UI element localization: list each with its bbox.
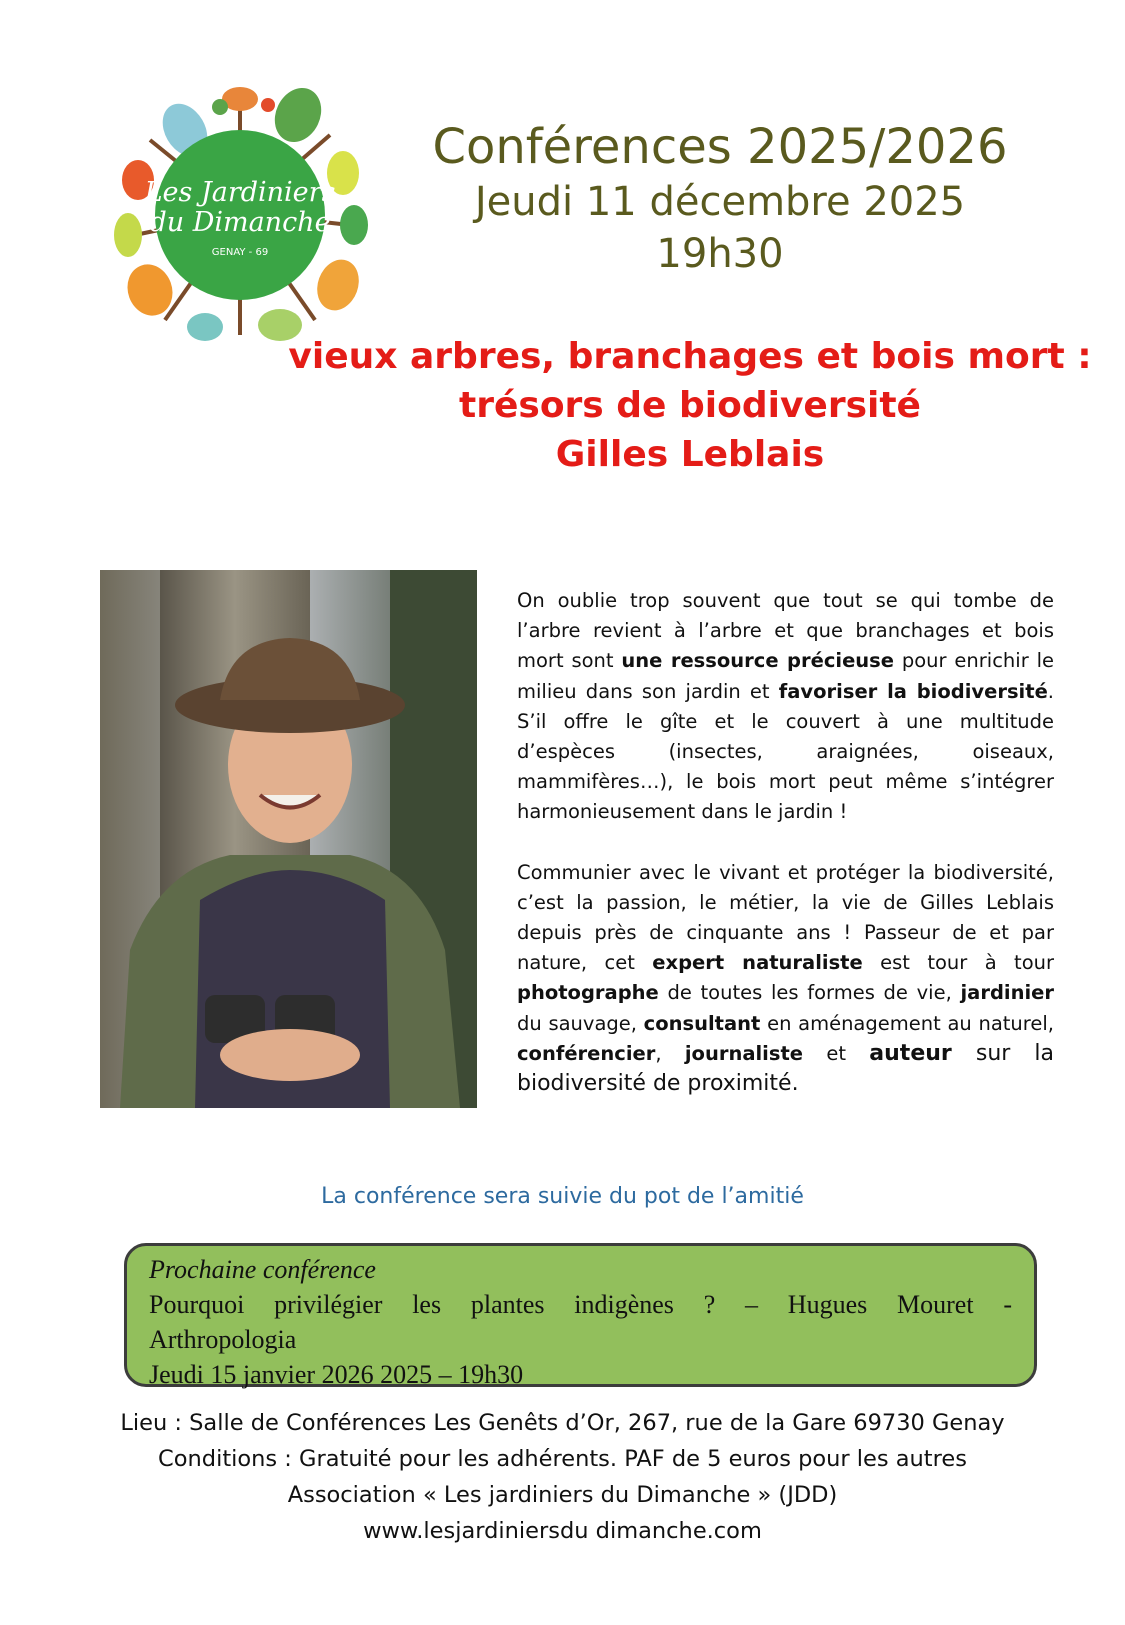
paragraph-2-run: consultant [643, 1011, 761, 1035]
title-line2: trésors de biodiversité [459, 385, 921, 426]
conditions-line: Conditions : Gratuité pour les adhérents. PAF de 5 euros pour les autres [158, 1446, 967, 1472]
speaker-portrait-image [100, 570, 477, 1108]
association-line: Association « Les jardiniers du Dimanche » (JDD) [287, 1482, 838, 1508]
next-conference-label: Prochaine conférence [149, 1255, 376, 1284]
paragraph-1-run: . S’il offre le gîte et le couvert à une multitude d’espèces (insectes, araignées, oiseaux, mammifères…), le bois mort peut même s’intégrer harmonieusement dans le jardin ! [517, 679, 1054, 824]
venue-line: Lieu : Salle de Conférences Les Genêts d’Or, 267, rue de la Gare 69730 Genay [120, 1410, 1005, 1436]
paragraph-2-run: Communier avec le vivant et protéger la biodiversité, c’est la passion, le métier, la vie de Gilles Leblais depuis près de cinquante ans ! Passeur de et par nature, cet [517, 860, 1054, 975]
next-conference-topic-line2: Arthropologia [149, 1325, 297, 1354]
association-logo [110, 85, 370, 345]
paragraph-2-run: jardinier [960, 981, 1054, 1005]
paragraph-1-run: une ressource précieuse [621, 649, 895, 673]
description-paragraph-1 [517, 586, 1054, 828]
next-conference-box [124, 1243, 1037, 1387]
next-conference-topic-line1: Pourquoi privilégier les plantes indigènes ? – Hugues Mouret - [149, 1290, 1012, 1319]
logo-line1: Les Jardiniers [144, 177, 336, 208]
logo-location: GENAY - 69 [211, 247, 269, 258]
logo-graphic [110, 85, 370, 345]
paragraph-2-run: auteur [869, 1040, 952, 1066]
paragraph-2-run: expert naturaliste [652, 951, 863, 975]
paragraph-2-run: et [803, 1041, 870, 1065]
practical-info [0, 1405, 1125, 1549]
description [517, 586, 1054, 1099]
paragraph-1-run: On oublie trop souvent que tout se qui tombe de l’arbre revient à l’arbre et que branchages et bois mort sont [517, 589, 1054, 673]
speaker-photo [100, 570, 477, 1108]
reception-notice: La conférence sera suivie du pot de l’amitié [321, 1184, 804, 1209]
paragraph-2-run: journaliste [684, 1041, 804, 1065]
next-conference-date: Jeudi 15 janvier 2026 2025 – 19h30 [149, 1360, 524, 1389]
description-paragraph-2 [517, 858, 1054, 1100]
paragraph-2-run: , [655, 1041, 685, 1065]
paragraph-1-run: pour enrichir le milieu dans son jardin et [517, 649, 1054, 703]
speaker-name: Gilles Leblais [555, 434, 825, 475]
paragraph-2-run: photographe [517, 981, 659, 1005]
logo-line2: du Dimanche [149, 207, 331, 238]
paragraph-2-run: conférencier [517, 1041, 656, 1065]
series-title: Conférences 2025/2026 [432, 119, 1008, 175]
paragraph-2-run: sur la biodiversité de proximité. [517, 1040, 1055, 1097]
event-time: 19h30 [656, 231, 784, 277]
paragraph-2-run: est tour à tour [862, 951, 1054, 975]
event-header [400, 118, 1040, 280]
paragraph-2-run: de toutes les formes de vie, [658, 981, 961, 1005]
conference-title [280, 332, 1100, 479]
paragraph-2-run: du sauvage, [517, 1011, 644, 1035]
paragraph-1-run: favoriser la biodiversité [778, 679, 1048, 703]
paragraph-2-run: en aménagement au naturel, [760, 1011, 1054, 1035]
title-line1: vieux arbres, branchages et bois mort : [288, 336, 1092, 377]
event-date: Jeudi 11 décembre 2025 [474, 179, 966, 225]
website-link[interactable]: www.lesjardiniersdu dimanche.com [363, 1518, 762, 1544]
